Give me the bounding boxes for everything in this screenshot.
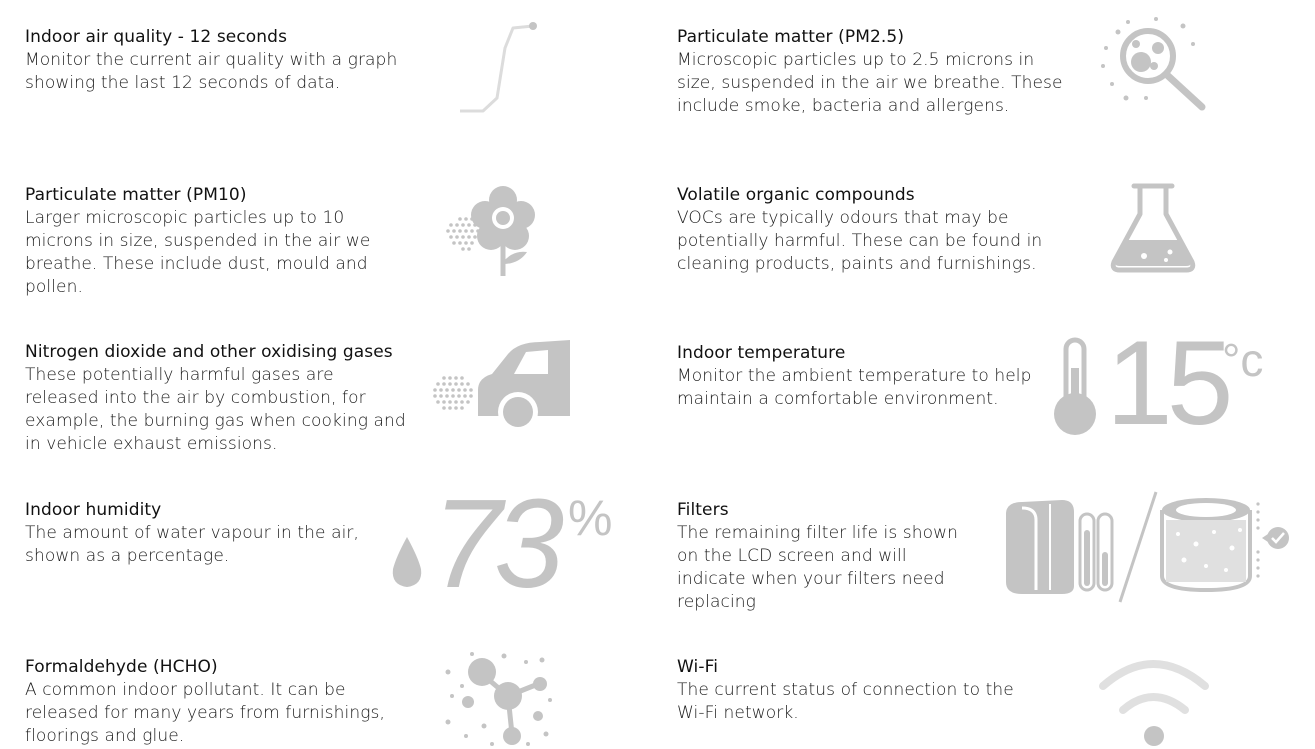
feature-title: Nitrogen dioxide and other oxidising gases <box>25 342 393 362</box>
wifi-icon <box>1097 652 1212 749</box>
feature-description: Larger microscopic particles up to 10 microns in size, suspended in the air we breathe. These include dust, mould and pollen. <box>25 208 371 297</box>
feature-title: Filters <box>677 500 729 520</box>
feature-title: Indoor air quality - 12 seconds <box>25 27 288 47</box>
molecule-icon <box>442 650 557 749</box>
feature-pm25 <box>677 26 1077 118</box>
humidity-unit: % <box>568 490 613 546</box>
water-drop-icon <box>390 535 424 589</box>
feature-title: Particulate matter (PM2.5) <box>677 27 905 47</box>
air-quality-graph-icon <box>455 18 545 118</box>
feature-formaldehyde <box>25 656 385 748</box>
filters-icon <box>1000 490 1295 610</box>
feature-description: Microscopic particles up to 2.5 microns in size, suspended in the air we breathe. These include smoke, bacteria and allergens. <box>677 50 1063 116</box>
feature-description: The remaining filter life is shown on the LCD screen and will indicate when your filters need replacing <box>677 523 959 612</box>
thermometer-icon <box>1052 338 1102 438</box>
feature-title: Volatile organic compounds <box>677 185 915 205</box>
flask-icon <box>1108 180 1203 275</box>
feature-temperature <box>677 342 1037 411</box>
temperature-value: 15 <box>1106 316 1228 450</box>
feature-humidity <box>25 499 365 568</box>
feature-title: Indoor temperature <box>677 343 846 363</box>
feature-title: Formaldehyde (HCHO) <box>25 657 218 677</box>
feature-pm10 <box>25 184 410 299</box>
temperature-unit: °c <box>1222 334 1264 386</box>
feature-description: A common indoor pollutant. It can be released for many years from furnishings, floorings and glue. <box>25 680 385 746</box>
feature-filters <box>677 499 977 614</box>
feature-description: The amount of water vapour in the air, shown as a percentage. <box>25 523 360 566</box>
humidity-value: 73 <box>432 473 557 614</box>
feature-title: Indoor humidity <box>25 500 162 520</box>
feature-title: Particulate matter (PM10) <box>25 185 247 205</box>
feature-air-quality <box>25 26 405 95</box>
magnifier-particles-icon <box>1098 14 1213 114</box>
feature-voc <box>677 184 1077 276</box>
feature-description: These potentially harmful gases are released into the air by combustion, for example, the burning gas when cooking and in vehicle exhaust emissions. <box>25 365 406 454</box>
feature-description: Monitor the ambient temperature to help maintain a comfortable environment. <box>677 366 1032 409</box>
feature-description: The current status of connection to the Wi-Fi network. <box>677 680 1014 723</box>
car-exhaust-icon <box>430 338 575 433</box>
feature-title: Wi-Fi <box>677 657 719 677</box>
flower-pollen-icon <box>443 180 538 280</box>
feature-no2 <box>25 341 410 456</box>
feature-description: Monitor the current air quality with a graph showing the last 12 seconds of data. <box>25 50 398 93</box>
feature-wifi <box>677 656 1017 725</box>
feature-description: VOCs are typically odours that may be potentially harmful. These can be found in cleaning products, paints and furnishings. <box>677 208 1043 274</box>
